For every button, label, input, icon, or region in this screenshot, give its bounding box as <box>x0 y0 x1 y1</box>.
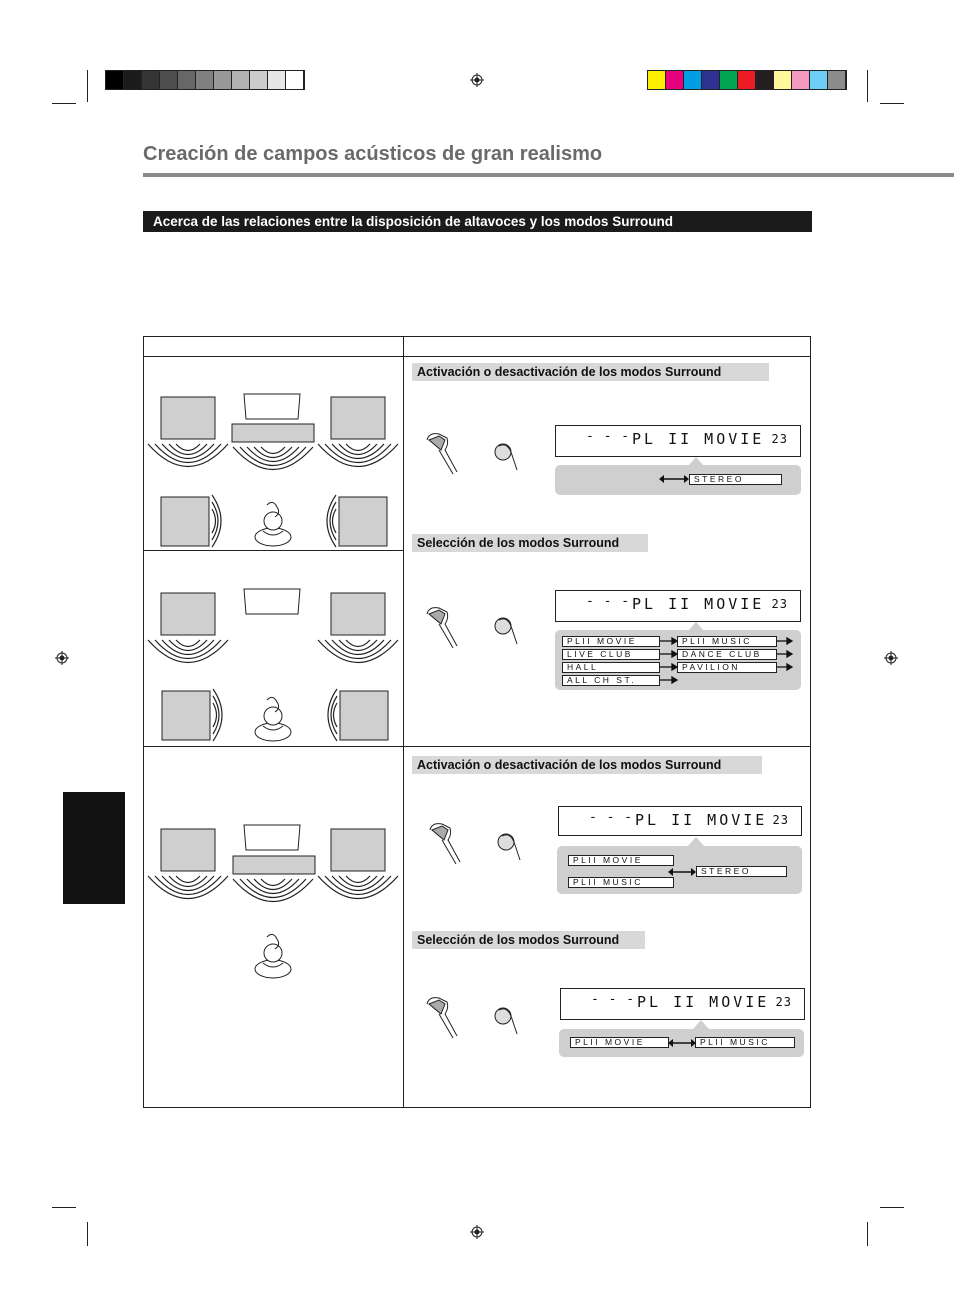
color-swatch <box>666 71 684 89</box>
display-panel: - - - PL II MOVIE 23 <box>560 988 805 1020</box>
mode-label: HALL <box>562 662 660 673</box>
color-swatch <box>720 71 738 89</box>
mode-cycle-arrows <box>660 633 800 689</box>
pointer <box>688 837 704 846</box>
crop-mark <box>867 70 868 102</box>
display-panel: - - - PL II MOVIE 23 <box>558 806 802 836</box>
mode-label: DANCE CLUB <box>677 649 777 660</box>
color-swatch <box>214 71 232 89</box>
section-heading: Acerca de las relaciones entre la disposición de altavoces y los modos Surround <box>143 211 812 232</box>
color-swatch <box>738 71 756 89</box>
mode-label: PLII MOVIE <box>562 636 660 647</box>
title-rule <box>143 173 954 177</box>
registration-mark-icon <box>470 73 484 87</box>
pointer <box>688 457 704 466</box>
button-press-icon <box>415 420 525 480</box>
pointer <box>693 1020 709 1029</box>
color-swatch <box>124 71 142 89</box>
color-swatch <box>196 71 214 89</box>
crop-mark <box>87 1222 88 1246</box>
display-panel: - - - PL II MOVIE 23 <box>555 590 801 622</box>
color-swatch <box>250 71 268 89</box>
color-swatch <box>756 71 774 89</box>
crop-mark <box>52 103 76 104</box>
grayscale-bar <box>105 70 305 90</box>
crop-mark <box>880 1207 904 1208</box>
crop-mark <box>867 1222 868 1246</box>
side-tab <box>63 792 125 904</box>
color-swatch <box>774 71 792 89</box>
button-press-icon <box>415 594 525 654</box>
color-swatch <box>142 71 160 89</box>
mode-label: PLII MOVIE <box>568 855 674 866</box>
double-arrow-icon <box>668 866 696 878</box>
speaker-layout-diagrams <box>144 357 403 1107</box>
mode-label: PLII MUSIC <box>695 1037 795 1048</box>
mode-label: PLII MOVIE <box>570 1037 669 1048</box>
mode-label: PLII MUSIC <box>677 636 777 647</box>
color-swatch <box>810 71 828 89</box>
registration-mark-icon <box>470 1225 484 1239</box>
color-bar <box>647 70 847 90</box>
subheading: Selección de los modos Surround <box>412 931 645 949</box>
pointer <box>688 622 704 631</box>
mode-label: STEREO <box>689 474 782 485</box>
color-swatch <box>648 71 666 89</box>
registration-mark-icon <box>55 651 69 665</box>
color-swatch <box>684 71 702 89</box>
mode-label: PLII MUSIC <box>568 877 674 888</box>
crop-mark <box>880 103 904 104</box>
color-swatch <box>160 71 178 89</box>
crop-mark <box>52 1207 76 1208</box>
double-arrow-icon <box>659 473 689 485</box>
display-panel: - - - PL II MOVIE 23 <box>555 425 801 457</box>
registration-mark-icon <box>884 651 898 665</box>
subheading: Activación o desactivación de los modos Surround <box>412 363 769 381</box>
double-arrow-icon <box>668 1037 696 1049</box>
color-swatch <box>702 71 720 89</box>
color-swatch <box>106 71 124 89</box>
color-swatch <box>178 71 196 89</box>
crop-mark <box>87 70 88 102</box>
button-press-icon <box>418 810 528 870</box>
color-swatch <box>232 71 250 89</box>
mode-label: ALL CH ST. <box>562 675 660 686</box>
subheading: Activación o desactivación de los modos Surround <box>412 756 762 774</box>
mode-label: LIVE CLUB <box>562 649 660 660</box>
page-title: Creación de campos acústicos de gran realismo <box>143 143 603 165</box>
color-swatch <box>828 71 846 89</box>
mode-label: PAVILION <box>677 662 777 673</box>
subheading: Selección de los modos Surround <box>412 534 648 552</box>
color-swatch <box>792 71 810 89</box>
color-swatch <box>268 71 286 89</box>
button-press-icon <box>415 984 525 1044</box>
color-swatch <box>286 71 304 89</box>
mode-label: STEREO <box>696 866 787 877</box>
